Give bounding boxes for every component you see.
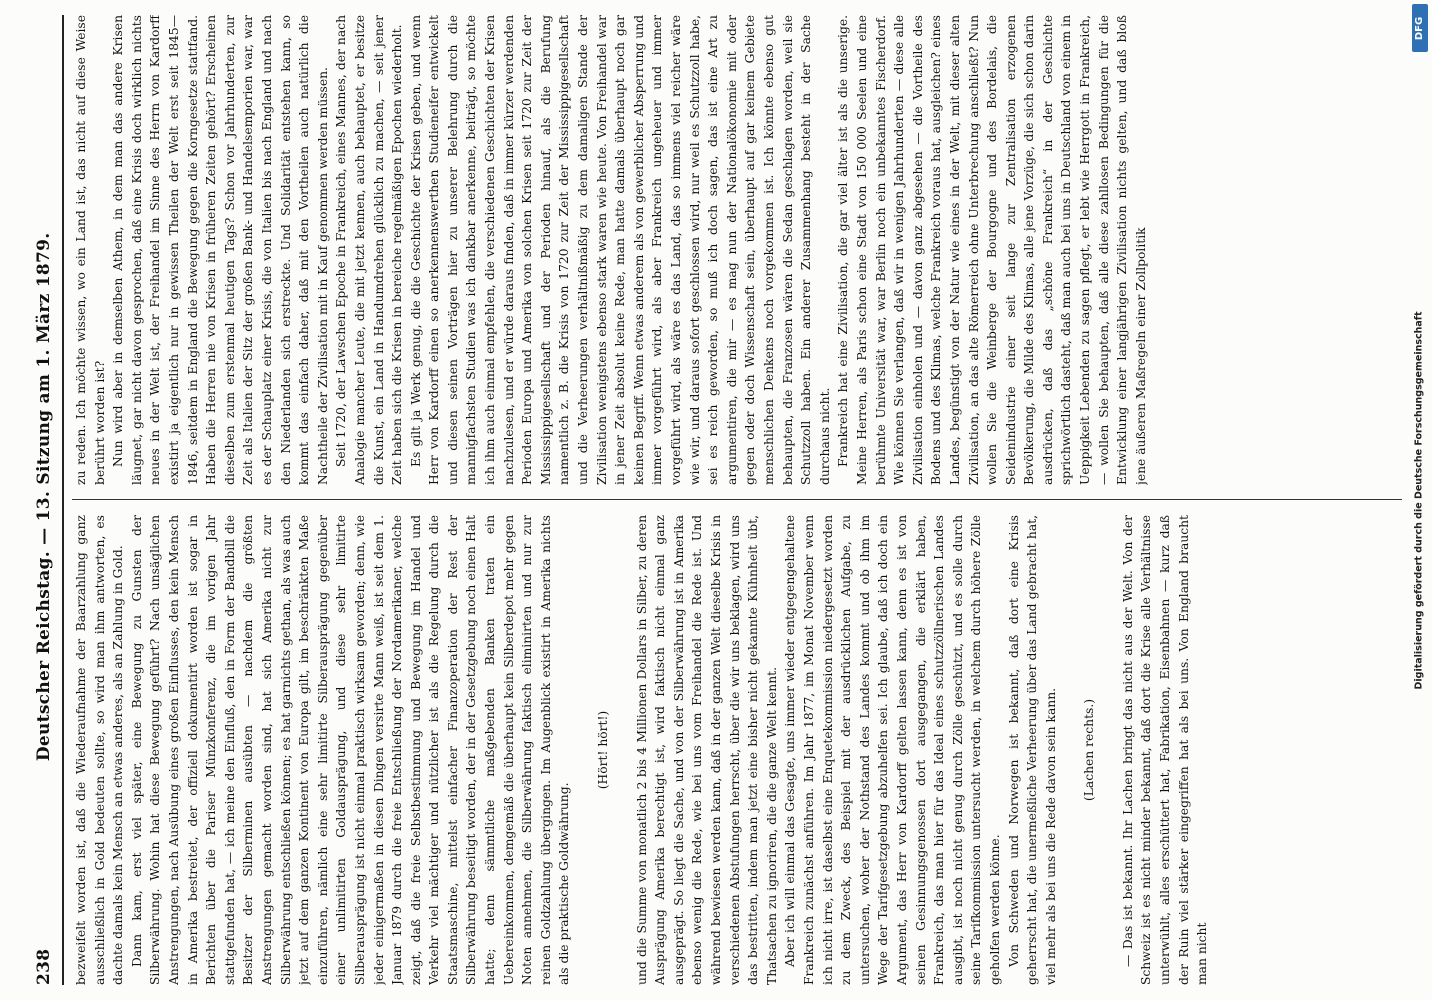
paragraph: Frankreich hat eine Zivilisation, die gar viel älter ist als die unserige. Meine Herren, als Paris schon eine Stadt von 150 000 Seelen und eine berühmte Universität war, war Berlin noch ein unbekanntes Fischerdorf. Wie können Sie verlangen, daß wir in wenigen Jahrhunderten — diese alle Zivilisation einholen und — davon ganz abgesehen — die Vortheile des Bodens und des Klimas, welche Frankreich voraus hat, ausgleichen? eines Landes, begünstigt von der Natur wie eines in der Welt, mit dieser alten Zivilisation, an das alte Römerreich ohne Unterbrechung anschließt? Nun wollen Sie die Weinberge der Bourgogne und des Bordelais, die Seidenindustrie einer seit lange zur Zentralisation erzogenen Bevölkerung, die Milde des Klimas, alle jene Vorzüge, die sich schon darin ausdrücken, daß das „schöne Frankreich“ in der Geschichte sprichwörtlich dasteht, daß man auch bei uns in Deutschland von einem in Ueppigkeit Lebenden zu sagen pflegt, er lebt wie Herrgott in Frankreich, — wollen Sie behaupten, daß alle diese zahllosen Bedingungen für die Entwicklung einer langjährigen Zivilisation nichts gelten, und daß bloß jene äußeren Maßregeln einer Zollpolitik <box>836 15 1148 485</box>
page-title: Deutscher Reichstag. — 13. Sitzung am 1. März 1879. <box>34 232 54 762</box>
paragraph: bezweifelt worden ist, daß die Wiederaufnahme der Baarzahlung ganz ausschließlich in Gold bedeuten sollte, so wird man ihm antworten, es dachte damals kein Mensch an etwas anderes, als an Zahlung in Gold. <box>74 515 126 985</box>
column-rule <box>72 499 1402 500</box>
paragraph: und die Summe von monatlich 2 bis 4 Millionen Dollars in Silber, zu deren Ausprägung Amerika berechtigt ist, wird faktisch nicht einmal ganz ausgeprägt. So liegt die Sache, und von der Silberwährung ist in Amerika ebenso wenig die Rede, wie bei uns vom Freihandel die Rede ist. Und während bewiesen werden kann, daß in der ganzen Welt dieselbe Krisis in verschiedenen Abstufungen herrscht, über die wir uns beklagen, wird uns das bestritten, indem man jetzt eine bisher nicht gekannte Kühnheit übt, Thatsachen zu ignoriren, die die ganze Welt kennt. <box>634 515 779 985</box>
paragraph: Nun wird aber in demselben Athem, in dem man das andere Krisen läugnet, gar nicht davon gesprochen, daß eine Krisis doch wirklich nichts neues in der Welt ist, der Freihandel im Sinne des Herrn von Kardorff existirt ja eigentlich nur in gewissen Theilen der Welt erst seit 1845—1846, seitdem in England die Bewegung gegen die Korngesetze stattfand. Haben die Herren nie von Krisen in früheren Zeiten gehört? Erscheinen dieselben zum erstenmal heutigen Tags? Schon vor Jahrhunderten, zur Zeit als Italien der Sitz der großen Bank- und Handelsemporien war, war es der Schauplatz einer Krisis, die von Italien bis nach England und nach den Niederlanden sich erstreckte. Und Solidarität entstehen kann, so kommt das einfach daher, daß mit den Vortheilen auch natürlich die Nachtheile der Zivilisation mit in Kauf genommen werden müssen. <box>111 15 330 485</box>
header-rule <box>62 15 64 985</box>
paragraph: Aber ich will einmal das Gesagte, uns immer wieder entgegengehaltene Frankreich zunächst anführen. Im Jahr 1877, im Monat November wenn ich nicht irre, ist daselbst eine Enquetekommission niedergesetzt worden zu dem Zweck, des Beispiel mit der ausdrücklichen Aufgabe, zu untersuchen, woher der Nothstand des Landes kommt und ob ihm im Wege der Tarifgesetzgebung abzuhelfen sei. Ich glaube, daß ich doch ein Argument, das Herr von Kardorff gelten lassen kann, denn es ist von seinen Gesinnungsgenossen dort ausgegangen, die erklärt haben, Frankreich, das man hier für das Ideal eines schutzzöllnerischen Landes ausgibt, ist noch nicht genug durch Zölle geschützt, und es solle durch seine Tarifkommission untersucht werden, in welchem durch höhere Zölle geholfen werden könne. <box>783 515 1002 985</box>
paragraph: Von Schweden und Norwegen ist bekannt, daß dort eine Krisis geherrscht hat, die unermeßliche Verheerung über das Land gebracht hat, viel mehr als bei uns die Rede davon sein kann. <box>1006 515 1058 985</box>
digitization-footer <box>1410 12 1428 988</box>
logo-text: DFG <box>1414 16 1426 40</box>
page-header <box>18 15 54 985</box>
rotated-text-block <box>18 15 1413 985</box>
page-number: 238 <box>34 948 54 985</box>
footer-text: Digitalisierung gefördert durch die Deutsche Forschungsgemeinschaft <box>1413 311 1425 689</box>
paragraph: zu reden. Ich möchte wissen, wo ein Land ist, das nicht auf diese Weise berührt worden ist? <box>74 15 107 485</box>
paragraph: Es gilt ja Werk genug, die die Geschichte der Krisen geben, und wenn Herr von Kardorff einen so anerkennenswerthen Studieneifer entwickelt und diesen seinen Vorträgen hier zu unserer Belehrung durch die mannigfachsten Studien was ich dankbar anerkenne, beiträgt, so möchte ich ihm auch einmal empfehlen, die verschiedenen Geschichten der Krisen nachzulesen, und er würde daraus finden, daß in immer kürzer werdenden Perioden Europa und Amerika von solchen Krisen seit 1720 zur Zeit der Mississippigesellschaft und der Perioden hinauf, als die Berufung namentlich z. B. die Krisis von 1720 zur Zeit der Mississippigesellschaft und die Verheerungen verhältnißmäßig zu dem damaligen Stande der Zivilisation wenigstens ebenso stark waren wie heute. Von Freihandel war in jener Zeit absolut keine Rede, man hatte damals überhaupt noch gar keinen Begriff. Wenn etwas anderem als von gewerblicher Absperrung und immer vorgeführt wird, als aber Frankreich ungeheuer und immer vorgeführt wird, als wäre es das Land, das so immens viel reicher wäre wie wir, und daraus sofort geschlossen wird, nur weil es Schutzzoll habe, sei es reich geworden, so muß ich doch sagen, das ist eine Art zu argumentiren, die mir — es mag nun der Nationalökonomie mit oder gegen oder doch Wissenschaft sein, überhaupt auf gar keinem Gebiete menschlichen Denkens noch vorgekommen ist. Ich könnte ebenso gut behaupten, die Franzosen wären die Sedan geschlagen worden, weil sie Schutzzoll haben. Ein anderer Zusammenhang besteht in der Sache durchaus nicht. <box>408 15 832 485</box>
interjection: (Lachen rechts.) <box>1082 698 1097 802</box>
interjection: (Hört! hört!) <box>596 710 611 790</box>
paragraph: Seit 1720, der Lawschen Epoche in Frankreich, eines Mannes, der nach Analogie mancher Leute, die mit jetzt kennen, auch behauptet, er besitze die Kunst, ein Land in Handumdrehen glücklich zu machen, — seit jener Zeit haben sich die Krisen in bereiche regelmäßigen Epochen wiederholt. <box>334 15 405 485</box>
paragraph: — Das ist bekannt. Ihr Lachen bringt das nicht aus der Welt. Von der Schweiz ist es nicht minder bekannt, daß dort die Krise alle Verhältnisse unterwühlt, alles erschüttert hat, Fabrikation, Eisenbahnen — kurz daß der Ruin viel stärker eingegriffen hat als bei uns. Von England braucht man nicht <box>1120 515 1210 985</box>
right-column <box>72 15 1402 485</box>
paragraph: Dann kam, erst viel später, eine Bewegung zu Gunsten der Silberwährung. Wohin hat diese Bewegung geführt? Nach unsäglichen Anstrengungen, nach Ausübung eines großen Einflusses, den kein Mensch in Amerika bestreitet, der offiziell dokumentirt worden ist sogar in Berichten über die Pariser Münzkonferenz, die im vorigen Jahr stattgefunden hat, — ich meine den Einfluß, den in Form der Bandbill die Besitzer der Silberminen ausübten — nachdem die größten Anstrengungen gemacht worden sind, hat sich Amerika nicht zur Silberwährung entschließen können; es hat garnichts gethan, als was auch jetzt auf dem ganzen Kontinent von Europa gilt, im beschränkten Maße einzuführen, nämlich eine sehr limitirte Silberausprägung gegenüber einer unlimitirten Goldausprägung, und diese sehr limitirte Silberausprägung ist nicht einmal praktisch wirksam geworden; denn, wie jeder einigermaßen in diesen Dingen versirte Mann weiß, ist seit dem 1. Januar 1879 durch die freie Entschließung der Nordamerikaner, welche zeigt, daß die freie Selbstbestimmung und Bewegung im Handel und Verkehr viel mächtiger und nützlicher ist als die Regelung durch die Staatsmaschine, mittelst einfacher Finanzoperation der Rest der Silberwährung beseitigt worden, der in der Gesetzgebung noch einen Halt hatte; denn sämmtliche maßgebenden Banken traten ein Uebereinkommen, demgemäß die überhaupt kein Silberdepot mehr gegen Noten annehmen, die Silberwährung faktisch eliminirten und nur zur reinen Goldzahlung übergingen. Im Augenblick existirt in Amerika nichts als die praktische Goldwährung. <box>129 515 572 985</box>
left-column <box>72 515 1402 985</box>
